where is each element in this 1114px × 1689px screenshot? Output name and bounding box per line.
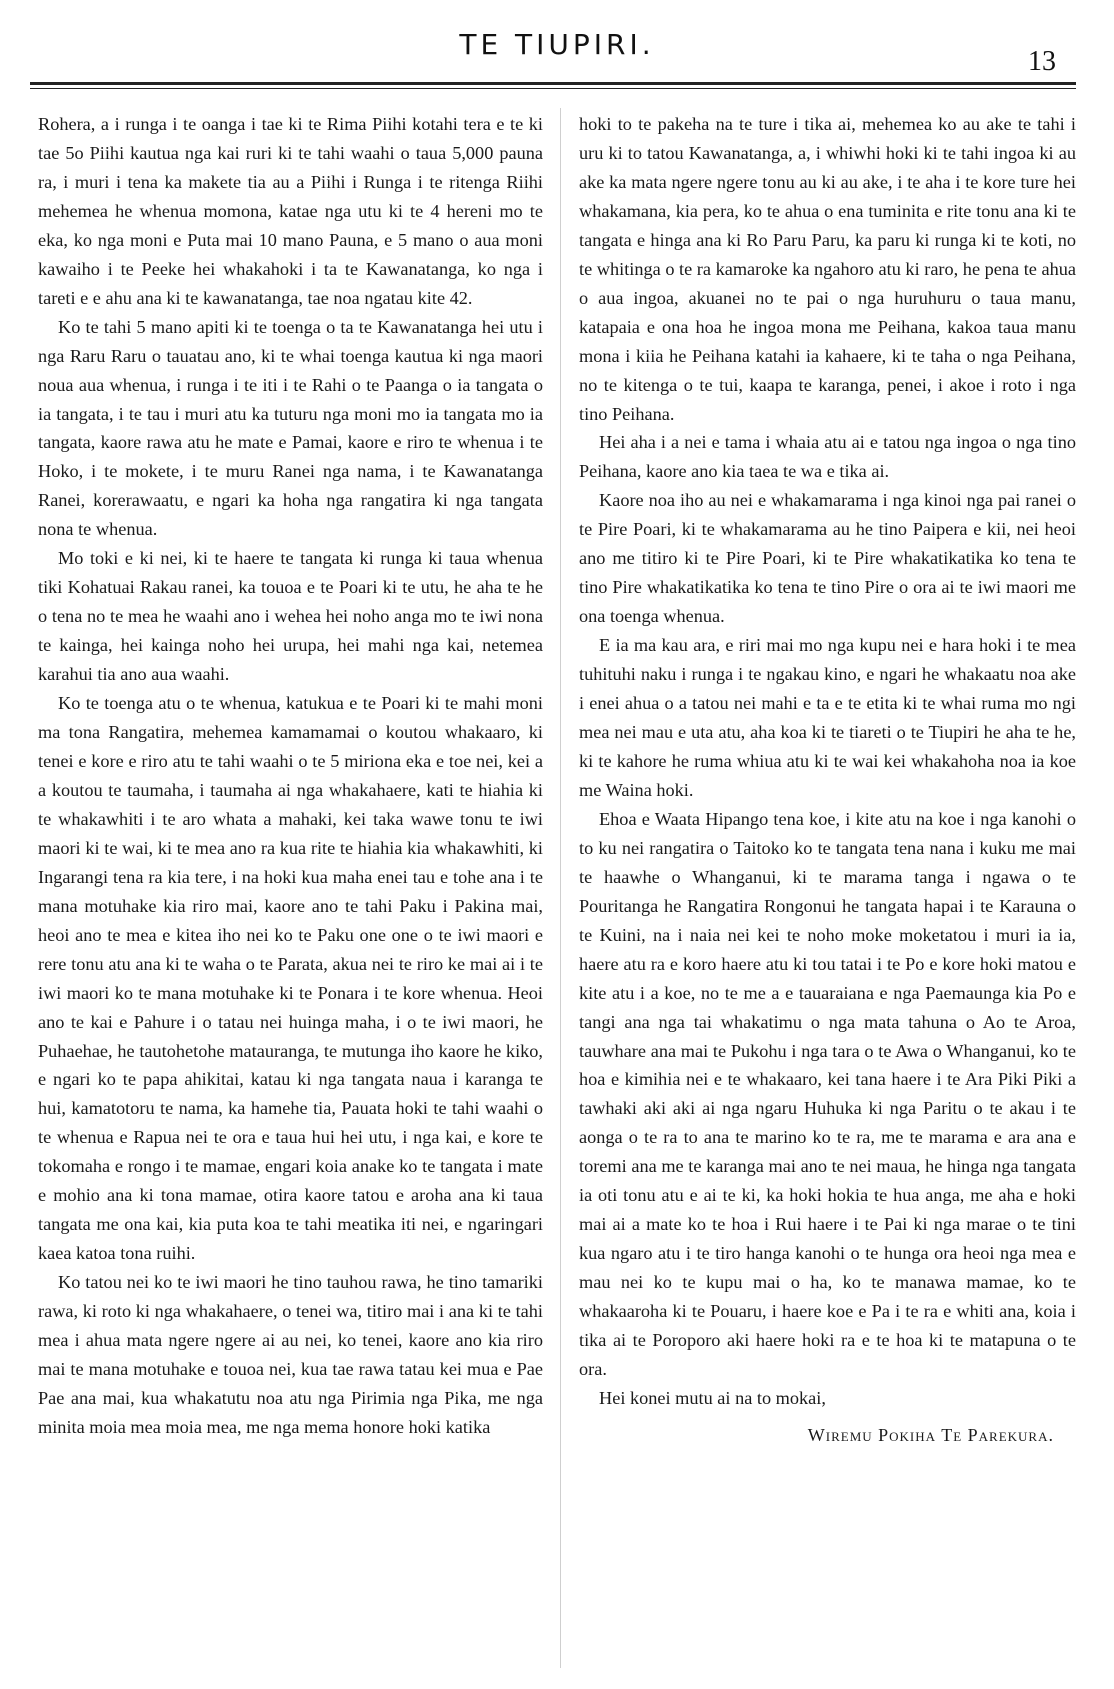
paragraph: Rohera, a i runga i te oanga i tae ki te Rima Piihi kotahi tera e te ki tae 5o Piihi kautua nga kai ruri ki te tahi waahi o taua 5,000 pauna ra, i muri i tena ka makete tia au a Piihi i Runga i te ritenga Riihi mehemea he whenua momona, katae nga utu ki te 4 hereni mo te eka, ko nga moni e Puta mai 10 mano Pauna, e 5 mano o aua moni kawaiho i te Peeke hei whakahoki i ta te Kawanatanga, ko nga i tareti e e ahu ana ki te kawanatanga, tae noa ngatau kite 42. bbox=[38, 114, 543, 308]
paragraph: hoki to te pakeha na te ture i tika ai, mehemea ko au ake te tahi i uru ki to tatou Kawanatanga, a, i whiwhi hoki ki te tahi ingoa ki au ake ka mata ngere ngere tonu au ki au ake, i te aha i te kore ture hei whakamana, kia pera, ko te ahua o ena tuminita e rite tonu ana ki te tangata e hinga ana ki Ro Paru Paru, ka paru ki runga ki te koti, no te whitinga o te ra kamaroke ka ngahoro atu ki raro, he pena te ahua o aua ingoa, akuanei no te pai o nga huruhuru o taua manu, katapaia e ona hoa he ingoa mona me Peihana, kakoa taua manu mona i kiia he Peihana katahi ia kahaere, ki te taha o nga Peihana, no te kitenga o te tui, kaapa te karanga, penei, i akoe i roto i nga tino Peihana. bbox=[579, 114, 1076, 424]
paragraph: Kaore noa iho au nei e whakamarama i nga kinoi nga pai ranei o te Pire Poari, ki te whakamarama au he tino Paipera e kii, nei heoi ano me titiro ki te Pire Poari, ki te Pire whakatikatika ko tena te tino Pire whakatikatika ko tena te tino Pire o ora ai te iwi maori me ona toenga whenua. bbox=[579, 490, 1076, 627]
paragraph: E ia ma kau ara, e riri mai mo nga kupu nei e hara hoki i te mea tuhituhi naku i runga i te ngakau kino, e ngari he whakaatu noa ake i enei ahua o a tatou nei mahi e ta e te etita ki te whai ruma mo ngi mea nei mau e uta atu, aha koa ki te tiareti o te Tiupiri he aha te he, ki te kahore he ruma whiua atu ki te wai kei whakahoha noa ia koe me Waina hoki. bbox=[579, 635, 1076, 800]
paragraph: Mo toki e ki nei, ki te haere te tangata ki runga ki taua whenua tiki Kohatuai Rakau ranei, ka touoa e te Poari ki te utu, he aha te he o tena no te mea he waahi ano i wehea hei noho anga mo te iwi nona te kainga, hei kainga noho hei urupa, hei mahi nga kai, netemea karahui tia ano aua waahi. bbox=[38, 548, 543, 685]
header-rule-thick bbox=[30, 82, 1076, 85]
page-header bbox=[0, 16, 1114, 77]
paragraph: Ehoa e Waata Hipango tena koe, i kite atu na koe i nga kanohi o to ku nei rangatira o Taitoko ko te tangata tena nana i kuku me mai te haawhe o Whanganui, ki te marama tanga i ngawa o te Pouritanga he Rangatira Rongonui he tangata hapai i te Karauna o te Kuini, na i naia nei kei te noho moke moketatou i muri ia ia, haere atu ra e koro haere atu ki tou tatai i te Po e kore hoki matou e kite atu i a koe, no te me a e tauaraiana e nga Paemaunga kia Po e tangi ana nga tai whakatimu o nga mata tahuna o Ao te Aroa, tauwhare ana mai te Pukohu i nga tara o te Awa o Whanganui, ko te hoa e kimihia nei e te whakaaro, kei tana haere i te Ara Piki Piki a tawhaki aki aki ai nga ngaru Huhuka ki nga Paritu o te akau i te aonga o te ra to ana te marino ko te ra, me te marama e ara ana e toremi ana me te karanga mai ano te nei maua, he hinga nga tangata ia oti tonu atu e ai te ki, ka hoki hokia te hua anga, me aha e hoki mai ai a mate ko te hoa i Rui haere i te Pai ki nga marae o te tini kua ngaro atu i te tiro hanga kanohi o te hunga ora heoi nga mea e mau nei ko te kupu mai o ha, ko te manawa mamae, ko te whakaaroha ki te Pouaru, i haere koe e Pa i te ra e whiti ana, koia i tika ai te Poroporo aki haere hoki ra e te hoa ki te matapuna o te ora. bbox=[579, 808, 1076, 1379]
signature: Wiremu Pokiha Te Parekura. bbox=[807, 1424, 1054, 1445]
paragraph: Ko te tahi 5 mano apiti ki te toenga o ta te Kawanatanga hei utu i nga Raru Raru o tauatau ano, ki te whai toenga kautua ki nga maori noua aua whenua, i runga i te iti i te Rahi o te Paanga o ia tangata o ia tangata, i te tau i muri atu ka tuturu nga moni mo ia tangata mo ia tangata, kaore rawa atu he mate e Pamai, kaore e riro te whenua i te Hoko, i te mokete, i te muru Ranei nga nama, i te Kawanatanga Ranei, korerawaatu, e ngari ka hoha nga rangatira ki nga tangata nona te whenua. bbox=[38, 316, 543, 540]
paragraph: Ko te toenga atu o te whenua, katukua e te Poari ki te mahi moni ma tona Rangatira, mehemea kamamamai o koutou whakaaro, ki tenei e kore e riro atu te tahi waahi o te 5 miriona eka e toe nei, kei a a koutou te taumaha, i taumaha ai nga whakahaere, kati te hiahia ki te whakawhiti i te aro whata a mahaki, kei taka wawe tonu te iwi maori ki te wai, ki te mea ano ra kua rite te hiahia kia whakawhiti, ki Ingarangi tena ra kia tere, i na hoki kua maha enei tau e tohe ana i te mana motuhake kia riro mai, kaore ano te tahi Paku i Pakina mai, heoi ano te mea e kitea iho nei ko te Paku one one o te iwi maori e rere tonu atu ana ki te waha o te Parata, akua nei te riro ke mai ai i te iwi maori ko te mana motuhake ki te Ponara i te kore whenua. Heoi ano te kai e Pahure i o tatau nei huinga maha, i o te iwi maori, he Puhaehae, he tautohetohe matauranga, te mutunga iho kaore he kiko, e ngari ko te papa ahikitai, katau ki nga tangata naua i karanga te hui, kamatotoru te nama, ka hamehe tia, Pauata hoki te tahi waahi o te whenua e Rapua nei te ora e taua hui hei utu, i nga kai, e kore te tokomaha e rongo i te mamae, engari koia anake ko te tangata i mate e mohio ana ki tona mamae, otira kaore tatou e aroha ana ki taua tangata me ona kai, kia puta koa te tahi meatika iti nei, e ngaringari kaea katoa tona ruihi. bbox=[38, 693, 543, 1264]
header-rule-thin bbox=[30, 88, 1076, 89]
paragraph: Hei aha i a nei e tama i whaia atu ai e tatou nga ingoa o nga tino Peihana, kaore ano kia taea te wa e tika ai. bbox=[579, 432, 1076, 482]
running-title: TE TIUPIRI. bbox=[459, 28, 655, 61]
closing-line: Hei konei mutu ai na to mokai, bbox=[599, 1387, 826, 1408]
right-column bbox=[579, 110, 1076, 1450]
column-divider bbox=[560, 108, 561, 1668]
left-column bbox=[38, 110, 543, 1442]
page-number: 13 bbox=[1028, 46, 1056, 77]
paragraph: Ko tatou nei ko te iwi maori he tino tauhou rawa, he tino tamariki rawa, ki roto ki nga whakahaere, o tenei wa, titiro mai i ana ki te tahi mea i ahua mata ngere ngere ai au nei, ko tenei, kaore ano kia riro mai te mana motuhake e touoa nei, kua tae rawa tatau kei mua e Pae Pae ana mai, kua whakatutu noa atu nga Pirimia nga Pika, me nga minita moia mea moia mea, me nga mema honore hoki katika bbox=[38, 1272, 543, 1437]
